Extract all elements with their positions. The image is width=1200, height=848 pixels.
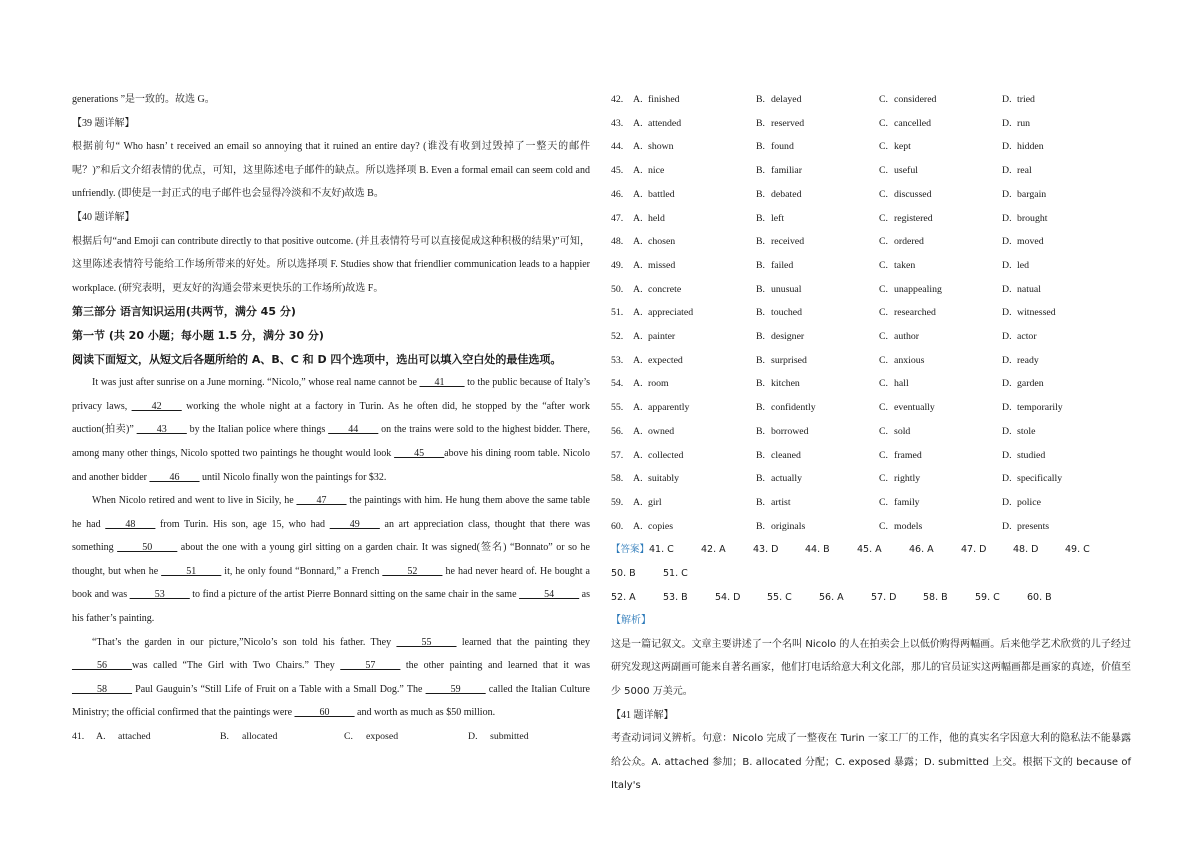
option-letter: B. [756,165,765,177]
passage-text: it, he only found “Bonnard,” a French [221,565,383,577]
option-letter: A. [633,473,643,485]
option-word: held [648,212,665,224]
heading-40: 【40 题详解】 [72,211,135,223]
option-word: owned [648,425,675,437]
option-word: kitchen [771,378,800,390]
option-word: appreciated [648,307,694,319]
option-letter: B. [756,473,765,485]
passage-paragraph-1 [72,371,590,489]
question-number: 45. [611,165,624,177]
option-letter: C. [879,425,888,437]
question-number: 59. [611,496,624,508]
question-41 [72,725,590,749]
blank: ___41____ [419,377,465,389]
blank: _____52_____ [382,565,443,577]
question-51 [611,301,1131,325]
question-44 [611,135,1131,159]
option-word: registered [894,212,933,224]
answer-item: 48. D [1013,544,1039,556]
option-word: exposed [366,731,399,743]
blank: _____53_____ [129,589,190,601]
answer-item: 46. A [909,544,934,556]
option-word: touched [771,307,803,319]
option-word: brought [1017,212,1048,224]
blank: ____48____ [105,518,156,530]
option-letter: B. [756,259,765,271]
passage-summary: 这是一篇记叙文。文章主要讲述了一个名叫 Nicolo 的人在拍卖会上以低价购得两幅画。后来他学艺术欣赏的儿子经过研究发现这两副画可能来自著名画家，他们打电话给意大利文化部，那儿的官员证实这两幅画都是画家的真迹，价值至少 5000 万美元。 [611,638,1131,697]
question-55 [611,396,1131,420]
passage-text: learned that the painting they [456,636,590,648]
question-number: 57. [611,449,624,461]
option-letter: C. [344,731,353,743]
option-word: apparently [648,402,690,414]
option-letter: B. [220,731,229,743]
option-letter: D. [1002,449,1012,461]
option-letter: A. [633,520,643,532]
answer-item: 51. C [663,567,688,579]
option-letter: A. [633,378,643,390]
option-letter: C. [879,212,888,224]
option-letter: B. [756,520,765,532]
blank: _____51_____ [161,565,222,577]
option-letter: A. [633,259,643,271]
answer-item: 50. B [611,567,636,579]
option-letter: A. [633,449,643,461]
option-word: surprised [771,354,807,366]
option-letter: B. [756,236,765,248]
question-45 [611,159,1131,183]
option-word: left [771,212,785,224]
option-letter: B. [756,425,765,437]
answer-item: 45. A [857,544,882,556]
answer-item: 60. B [1027,591,1052,603]
option-word: unusual [771,283,802,295]
passage-text: he had never heard of. He bought a book and was [72,565,590,601]
question-56 [611,420,1131,444]
option-letter: C. [879,94,888,105]
question-58 [611,467,1131,491]
option-word: led [1017,259,1029,271]
explanation-41: 考查动词词义辨析。句意：Nicolo 完成了一整夜在 Turin 一家工厂的工作，他的真实名字因意大利的隐私法不能暴露给公众。A. attached 参加；B. allocated 分配；C. exposed 暴露；D. submitted 上交。根据下文的 because of Italy's [611,733,1131,792]
question-number: 54. [611,378,624,390]
question-number: 53. [611,354,624,366]
option-letter: C. [879,259,888,271]
option-word: familiar [771,165,803,177]
option-word: anxious [894,354,925,366]
instructions: 阅读下面短文，从短文后各题所给的 A、B、C 和 D 四个选项中，选出可以填入空白处的最佳选项。 [72,352,562,366]
option-letter: C. [879,473,888,485]
answer-key [611,538,1131,585]
answer-item: 44. B [805,544,830,556]
blank: _____50_____ [117,542,178,554]
option-word: witnessed [1017,307,1056,319]
option-word: ordered [894,236,924,248]
option-word: rightly [894,473,921,485]
option-word: concrete [648,283,682,295]
answer-item: 54. D [715,591,741,603]
option-letter: D. [468,731,478,743]
question-42 [611,88,1131,112]
option-word: real [1017,165,1032,177]
option-letter: C. [879,520,888,532]
option-letter: C. [879,449,888,461]
option-word: useful [894,165,918,177]
option-word: police [1017,496,1041,508]
answer-item: 57. D [871,591,897,603]
blank: _____57_____ [340,660,401,672]
option-letter: A. [633,402,643,414]
option-word: tried [1017,94,1035,105]
option-letter: C. [879,165,888,177]
option-letter: D. [1002,165,1012,177]
option-letter: D. [1002,283,1012,295]
question-number: 58. [611,473,624,485]
answer-item: 56. A [819,591,844,603]
option-word: copies [648,520,674,532]
option-word: eventually [894,402,935,414]
explanation-39: 根据前句“ Who hasn’ t received an email so annoying that it ruined an entire day? (谁没有收到过毁掉了一整天的邮件呢？)”和后文介绍表情的优点，可知，这里陈述电子邮件的缺点。所以选择项 B. Even a formal email can seem cold and unfriendly. (即使是一封正式的电子邮件也会显得冷淡和不友好)故选 B。 [72,141,590,200]
passage-paragraph-2 [72,489,590,631]
left-column [72,88,590,749]
answer-item: 53. B [663,591,688,603]
answer-item: 41. C [649,544,674,556]
blank: ____46____ [149,471,200,483]
option-letter: B. [756,496,765,508]
question-53 [611,349,1131,373]
option-letter: D. [1002,236,1012,248]
question-number: 47. [611,212,624,224]
option-word: cancelled [894,117,931,129]
question-number: 49. [611,259,624,271]
blank: _____59_____ [425,683,486,695]
blank: _____58_____ [72,683,132,695]
option-word: originals [771,520,806,532]
option-word: temporarily [1017,402,1063,414]
heading-41: 【41 题详解】 [611,709,674,721]
option-word: kept [894,141,911,153]
option-word: family [894,496,920,508]
option-letter: B. [756,307,765,319]
passage-text: as his father’s painting. [72,589,590,625]
option-letter: B. [756,212,765,224]
answer-item: 49. C [1065,544,1090,556]
option-word: natual [1017,283,1041,295]
question-number: 48. [611,236,624,248]
question-list [611,88,1131,538]
option-letter: A. [633,117,643,129]
blank: _____54_____ [519,589,580,601]
option-letter: C. [879,236,888,248]
option-letter: A. [633,141,643,153]
answer-tag: 【答案】 [611,544,650,556]
answer-item: 47. D [961,544,987,556]
blank: _____55_____ [396,636,457,648]
question-50 [611,278,1131,302]
answer-item: 52. A [611,591,636,603]
option-word: ready [1017,354,1039,366]
option-letter: B. [756,331,765,343]
option-word: moved [1017,236,1044,248]
option-word: models [894,520,923,532]
question-number: 46. [611,188,624,200]
passage-text: about the one with a young girl sitting on a garden chair. It was signed(签名) “Bonnato” or so he thought, but when he [72,542,590,577]
analysis-tag: 【解析】 [611,615,651,627]
option-letter: A. [96,731,106,743]
question-number: 43. [611,117,624,129]
passage-text: to the public because of Italy’s privacy laws, [72,377,590,412]
option-letter: C. [879,141,888,153]
option-letter: B. [756,94,765,105]
option-word: hall [894,378,909,390]
question-54 [611,372,1131,396]
question-number: 51. [611,307,624,319]
question-57 [611,444,1131,468]
option-letter: C. [879,354,888,366]
question-59 [611,491,1131,515]
option-word: cleaned [771,449,801,461]
option-word: chosen [648,236,676,248]
passage-text: from Turin. His son, age 15, who had [155,518,330,530]
option-word: confidently [771,402,816,414]
option-letter: D. [1002,402,1012,414]
blank: _____60_____ [294,707,355,719]
passage-text: was called “The Girl with Two Chairs.” They [132,660,341,672]
option-letter: C. [879,331,888,343]
passage-text: until Nicolo finally won the paintings for $32. [199,471,387,483]
passage-text: above his dining room table. Nicolo and another bidder [72,447,590,483]
option-letter: D. [1002,141,1012,153]
question-number: 42. [611,94,624,105]
question-46 [611,183,1131,207]
option-letter: B. [756,188,765,200]
passage-paragraph-3 [72,631,590,725]
option-word: garden [1017,378,1044,390]
option-letter: B. [756,283,765,295]
option-word: suitably [648,473,680,485]
option-letter: D. [1002,520,1012,532]
option-word: painter [648,331,676,343]
option-letter: D. [1002,473,1012,485]
option-letter: D. [1002,307,1012,319]
option-letter: A. [633,94,643,105]
blank: ____49____ [329,518,380,530]
option-letter: D. [1002,425,1012,437]
answer-item: 42. A [701,544,726,556]
blank: ____47____ [296,495,347,507]
option-letter: B. [756,378,765,390]
option-word: unappealing [894,283,942,295]
option-letter: A. [633,236,643,248]
answer-item: 55. C [767,591,792,603]
option-letter: D. [1002,331,1012,343]
option-letter: A. [633,496,643,508]
answer-key-line-2 [611,586,1131,610]
option-word: reserved [771,117,805,129]
option-word: missed [648,259,676,271]
option-word: received [771,236,805,248]
option-letter: A. [633,188,643,200]
passage-text: the other painting and learned that it was [400,660,590,672]
passage-text: to find a picture of the artist Pierre Bonnard sitting on the same chair in the same [189,589,520,601]
blank: _____56_____ [72,660,132,672]
option-word: author [894,331,920,343]
option-letter: D. [1002,354,1012,366]
option-letter: C. [879,307,888,319]
option-word: borrowed [771,425,809,437]
option-letter: D. [1002,496,1012,508]
option-letter: D. [1002,378,1012,390]
option-letter: C. [879,117,888,129]
blank: ____44____ [328,424,379,436]
option-word: designer [771,331,805,343]
question-52 [611,325,1131,349]
option-letter: C. [879,283,888,295]
passage-text: It was just after sunrise on a June morning. “Nicolo,” whose real name cannot be [92,377,420,389]
option-word: actor [1017,331,1037,343]
option-word: considered [894,94,937,105]
passage-text: When Nicolo retired and went to live in Sicily, he [92,495,297,507]
passage-text: and worth as much as $50 million. [354,707,496,719]
option-letter: B. [756,117,765,129]
question-49 [611,254,1131,278]
passage-text: Paul Gauguin’s “Still Life of Fruit on a Table with a Small Dog.” The [132,683,426,695]
question-number: 50. [611,283,624,295]
option-word: allocated [242,731,278,743]
option-word: failed [771,259,794,271]
question-60 [611,515,1131,539]
passage-text: working the whole night at a factory in Turin. As he often did, he stopped by the “after work auction(拍卖)” [72,400,590,436]
option-letter: C. [879,188,888,200]
question-number: 41. [72,731,85,743]
option-letter: D. [1002,117,1012,129]
blank: ____42____ [131,400,182,412]
passage-text: the paintings with him. He hung them above the same table he had [72,495,590,530]
option-letter: A. [633,425,643,437]
option-word: collected [648,449,684,461]
option-word: finished [648,94,680,105]
question-number: 55. [611,402,624,414]
question-number: 60. [611,520,624,532]
option-letter: A. [633,212,643,224]
passage-text: “That’s the garden in our picture,”Nicolo’s son told his father. They [92,636,397,648]
passage-text: called the Italian Culture Ministry; the official confirmed that the paintings were [72,683,590,719]
option-letter: A. [633,283,643,295]
question-48 [611,230,1131,254]
option-word: attached [118,731,151,743]
option-letter: C. [879,402,888,414]
option-letter: D. [1002,188,1012,200]
option-word: taken [894,259,916,271]
option-word: delayed [771,94,802,105]
option-letter: A. [633,354,643,366]
passage-text: on the trains were sold to the highest bidder. There, among many other things, Nicolo spotted two paintings he thought would look [72,424,590,459]
option-letter: D. [1002,259,1012,271]
option-letter: C. [879,496,888,508]
option-word: presents [1017,520,1050,532]
part-three-title: 第三部分 语言知识运用(共两节，满分 45 分) [72,305,296,319]
option-word: sold [894,425,911,437]
blank: ____43____ [136,424,187,436]
option-word: artist [771,496,791,508]
option-word: researched [894,307,936,319]
option-letter: B. [756,354,765,366]
option-letter: D. [1002,94,1012,105]
option-word: found [771,141,794,153]
question-number: 44. [611,141,624,153]
right-column [611,88,1131,798]
option-letter: A. [633,307,643,319]
question-number: 52. [611,331,624,343]
option-word: studied [1017,449,1046,461]
option-letter: B. [756,449,765,461]
heading-39: 【39 题详解】 [72,117,135,129]
option-word: nice [648,165,665,177]
answer-item: 59. C [975,591,1000,603]
option-word: submitted [490,731,529,743]
option-word: battled [648,188,675,200]
question-number: 56. [611,425,624,437]
option-word: framed [894,449,922,461]
option-word: shown [648,141,674,153]
option-word: expected [648,354,683,366]
option-word: girl [648,496,662,508]
option-letter: A. [633,165,643,177]
continued-text: generations ”是一致的。故选 G。 [72,94,215,105]
question-43 [611,112,1131,136]
answer-item: 43. D [753,544,779,556]
answer-item: 58. B [923,591,948,603]
option-letter: A. [633,331,643,343]
option-word: bargain [1017,188,1047,200]
passage-text: by the Italian police where things [186,424,329,436]
option-word: specifically [1017,473,1063,485]
option-word: attended [648,117,682,129]
option-word: discussed [894,188,932,200]
explanation-40: 根据后句“and Emoji can contribute directly to that positive outcome. (并且表情符号可以直接促成这种积极的结果)”可知，这里陈述表情符号能给工作场所带来的好处。所以选择项 F. Studies show that friendlier communication leads to a happier workplace. (研究表明，更友好的沟通会带来更快乐的工作场所)故选 F。 [72,235,590,294]
option-word: stole [1017,425,1036,437]
option-word: hidden [1017,141,1044,153]
option-letter: C. [879,378,888,390]
option-letter: B. [756,141,765,153]
option-word: debated [771,188,802,200]
passage-text: an art appreciation class, thought that there was something [72,518,590,554]
option-letter: B. [756,402,765,414]
option-word: actually [771,473,803,485]
question-47 [611,207,1131,231]
option-word: run [1017,117,1031,129]
option-letter: D. [1002,212,1012,224]
section-one-title: 第一节 (共 20 小题；每小题 1.5 分，满分 30 分) [72,328,324,342]
blank: ____45____ [394,447,445,459]
option-word: room [648,378,669,390]
